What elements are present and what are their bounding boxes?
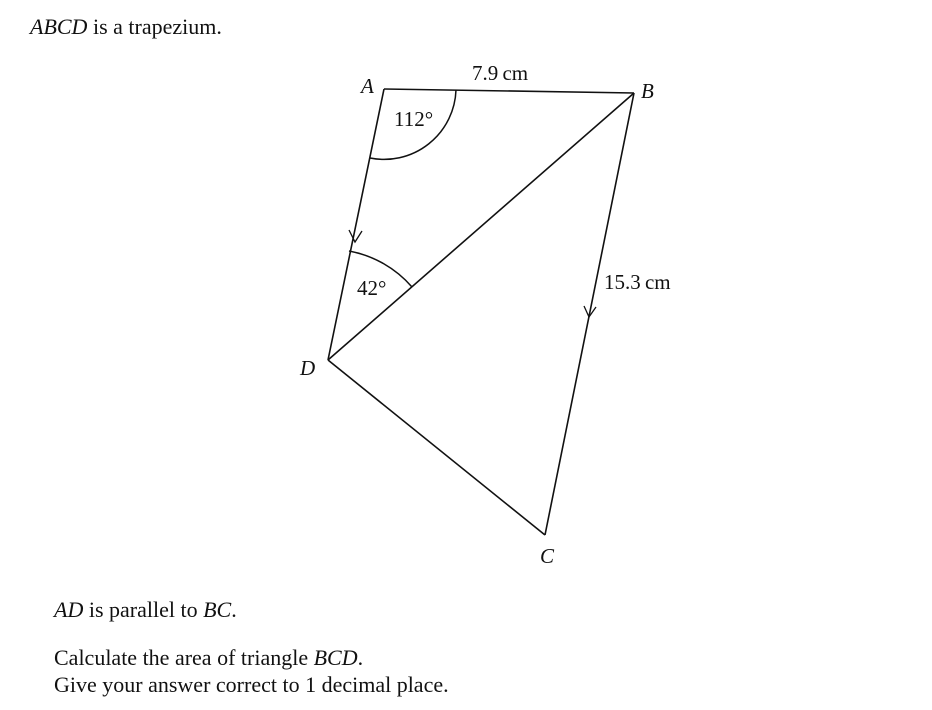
length-label-bc: 15.3 cm xyxy=(604,270,671,294)
question-triangle-name: BCD xyxy=(313,645,358,670)
edge-ab xyxy=(384,89,634,93)
length-label-ab: 7.9 cm xyxy=(472,61,529,85)
vertex-label-d: D xyxy=(300,356,316,380)
statement-segment-ad: AD xyxy=(54,597,84,622)
question-end: . xyxy=(357,645,364,670)
angle-label-a: 112° xyxy=(394,107,434,131)
angle-label-d: 42° xyxy=(357,276,387,300)
question-text: Calculate the area of triangle xyxy=(54,645,314,670)
intro-shape-name: ABCD xyxy=(30,14,88,39)
statement-text: is parallel to xyxy=(83,597,204,622)
statement-end: . xyxy=(231,597,237,622)
parallel-statement xyxy=(54,597,237,623)
edge-cd xyxy=(328,360,545,535)
question-line-1 xyxy=(54,645,363,671)
vertex-label-a: A xyxy=(361,74,374,98)
statement-segment-bc: BC xyxy=(203,597,232,622)
parallel-arrow-ad xyxy=(349,230,362,242)
intro-text: is a trapezium. xyxy=(87,14,222,39)
vertex-label-b: B xyxy=(641,79,654,103)
vertex-label-c: C xyxy=(540,544,555,568)
question-line-2: Give your answer correct to 1 decimal place. xyxy=(54,672,449,697)
